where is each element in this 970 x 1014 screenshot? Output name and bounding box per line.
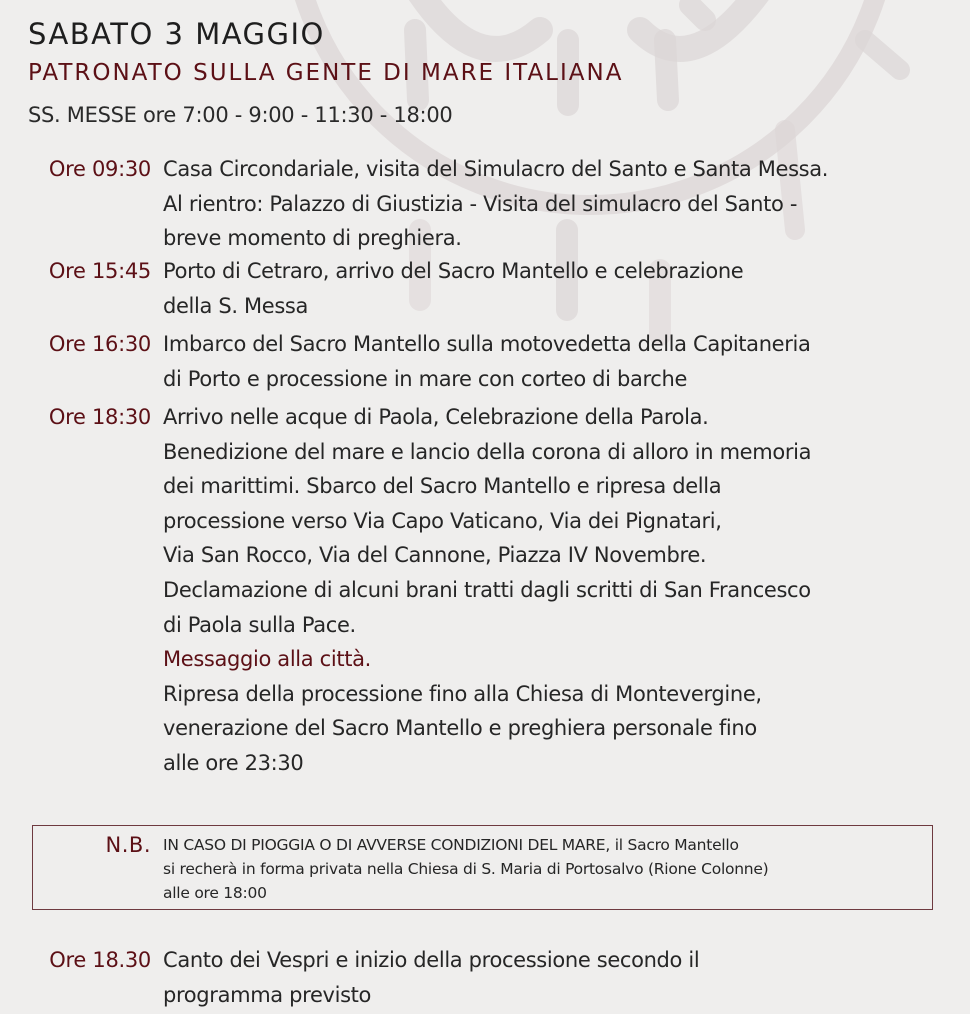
description-line: venerazione del Sacro Mantello e preghiera personale fino [163, 716, 757, 741]
note-label: N.B. [105, 833, 151, 857]
city-message-heading: Messaggio alla città. [163, 647, 371, 672]
description-line: della S. Messa [163, 293, 309, 318]
note-line: alle ore 18:00 [163, 884, 267, 902]
description-line: dei marittimi. Sbarco del Sacro Mantello e ripresa della [163, 474, 722, 499]
description-line: Benedizione del mare e lancio della corona di alloro in memoria [163, 439, 812, 464]
description-line: Porto di Cetraro, arrivo del Sacro Mantello e celebrazione [163, 259, 744, 283]
description-line: di Paola sulla Pace. [163, 612, 356, 637]
description-line: Al rientro: Palazzo di Giustizia - Visita del simulacro del Santo - [163, 191, 798, 216]
description-line: Imbarco del Sacro Mantello sulla motovedetta della Capitaneria [163, 332, 811, 356]
schedule-description [163, 943, 699, 1012]
mass-times: SS. MESSE ore 7:00 - 9:00 - 11:30 - 18:00 [28, 103, 453, 127]
schedule-description [163, 327, 811, 396]
schedule-description [163, 400, 811, 781]
description-line: Via San Rocco, Via del Cannone, Piazza IV Novembre. [163, 543, 707, 568]
page-subtitle: PATRONATO SULLA GENTE DI MARE ITALIANA [28, 60, 624, 86]
description-line: alle ore 23:30 [163, 750, 304, 775]
note-line: IN CASO DI PIOGGIA O DI AVVERSE CONDIZIONI DEL MARE, il Sacro Mantello [163, 836, 739, 854]
note-text [163, 833, 768, 905]
schedule-time: Ore 18.30 [49, 948, 151, 972]
description-line: breve momento di preghiera. [163, 226, 462, 251]
schedule-time: Ore 18:30 [48, 405, 151, 429]
description-line: Canto dei Vespri e inizio della processione secondo il [163, 948, 700, 972]
page-title: SABATO 3 MAGGIO [28, 17, 325, 51]
schedule-time: Ore 15:45 [48, 259, 151, 283]
schedule-time: Ore 16:30 [48, 332, 151, 356]
note-line: si recherà in forma privata nella Chiesa di S. Maria di Portosalvo (Rione Colonne) [163, 860, 769, 878]
description-line: programma previsto [163, 982, 372, 1007]
schedule-time: Ore 09:30 [48, 157, 151, 181]
description-line: Declamazione di alcuni brani tratti dagli scritti di San Francesco [163, 577, 811, 602]
schedule-description [163, 254, 743, 323]
description-line: Arrivo nelle acque di Paola, Celebrazione della Parola. [163, 405, 709, 429]
description-line: di Porto e processione in mare con corteo di barche [163, 366, 688, 391]
schedule-description [163, 152, 828, 256]
description-line: Ripresa della processione fino alla Chiesa di Montevergine, [163, 681, 762, 706]
description-line: processione verso Via Capo Vaticano, Via dei Pignatari, [163, 508, 722, 533]
description-line: Casa Circondariale, visita del Simulacro del Santo e Santa Messa. [163, 157, 829, 181]
